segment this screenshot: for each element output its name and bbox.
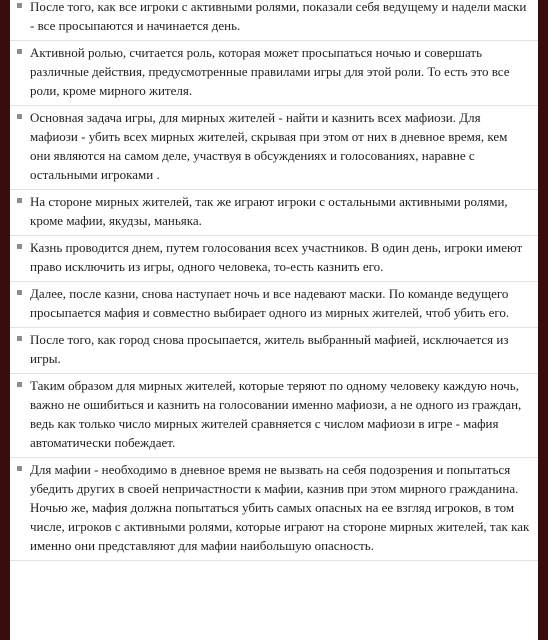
- square-bullet-icon: [17, 198, 22, 203]
- list-item: [10, 41, 538, 106]
- square-bullet-icon: [17, 244, 22, 249]
- square-bullet-icon: [17, 290, 22, 295]
- rule-text: Активной ролью, считается роль, которая может просыпаться ночью и совершать различные действия, предусмотренные правилами игры для этой роли. То есть это все роли, кроме мирного жителя.: [30, 45, 510, 98]
- list-item: [10, 458, 538, 561]
- content-panel: [10, 0, 538, 640]
- rule-text: На стороне мирных жителей, так же играют игроки с остальными активными ролями, кроме мафии, якудзы, маньяка.: [30, 194, 508, 228]
- rule-text: После того, как город снова просыпается, житель выбранный мафией, исключается из игры.: [30, 332, 509, 366]
- rule-text: После того, как все игроки с активными ролями, показали себя ведущему и надели маски - все просыпаются и начинается день.: [30, 0, 527, 33]
- rule-text: Для мафии - необходимо в дневное время не вызвать на себя подозрения и попытаться убедить других в своей непричастности к мафии, казнив при этом мирного гражданина. Ночью же, мафия должна попытаться убить самых опасных на ее взгляд игроков, в том числе, игроков с активными ролями, которые играют на стороне мирных жителей, так как именно они представляют для мафии наибольшую опасность.: [30, 462, 530, 553]
- rule-text: Далее, после казни, снова наступает ночь и все надевают маски. По команде ведущего просыпается мафия и совместно выбирает одного из мирных жителей, чтоб убить его.: [30, 286, 510, 320]
- square-bullet-icon: [17, 3, 22, 8]
- square-bullet-icon: [17, 49, 22, 54]
- rule-text: Казнь проводится днем, путем голосования всех участников. В один день, игроки имеют право исключить из игры, одного человека, то-есть казнить его.: [30, 240, 523, 274]
- square-bullet-icon: [17, 466, 22, 471]
- square-bullet-icon: [17, 114, 22, 119]
- list-item: [10, 106, 538, 190]
- rules-list: [10, 0, 538, 561]
- rule-text: Основная задача игры, для мирных жителей - найти и казнить всех мафиози. Для мафиози - убить всех мирных жителей, скрывая при этом от них в дневное время, кем они являются на самом деле, участвуя в обсуждениях и голосованиях, наравне с остальными игроками .: [30, 110, 508, 182]
- square-bullet-icon: [17, 382, 22, 387]
- list-item: [10, 328, 538, 374]
- list-item: [10, 282, 538, 328]
- rule-text: Таким образом для мирных жителей, которые теряют по одному человеку каждую ночь, важно не ошибиться и казнить на голосовании именно мафиози, а не одного из граждан, ведь как только число мирных жителей сравняется с числом мафиози в игре - мафия автоматически побеждает.: [30, 378, 522, 450]
- square-bullet-icon: [17, 336, 22, 341]
- list-item: [10, 236, 538, 282]
- list-item: [10, 190, 538, 236]
- list-item: [10, 374, 538, 458]
- list-item: [10, 0, 538, 41]
